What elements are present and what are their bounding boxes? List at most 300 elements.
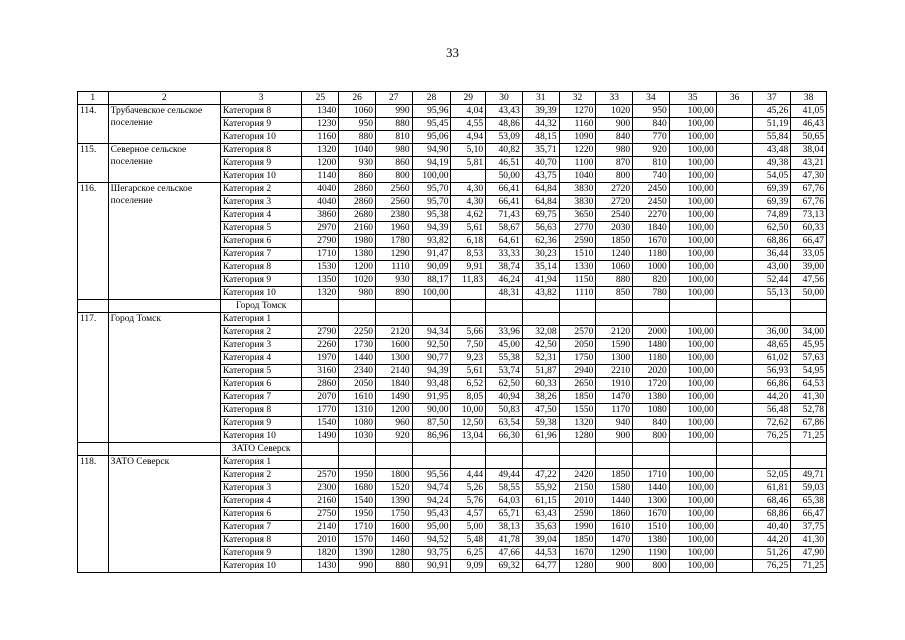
value-cell: 780 [633,287,670,300]
value-cell: 2590 [559,508,596,521]
value-cell: 2650 [559,378,596,391]
empty-cell [669,443,716,456]
category-cell: Категория 4 [220,495,302,508]
empty-cell [753,300,791,313]
value-cell [522,313,559,326]
value-cell: 10,00 [451,404,486,417]
value-cell: 43,43 [486,105,523,118]
value-cell: 930 [339,157,376,170]
value-cell: 1280 [559,430,596,443]
value-cell: 860 [339,170,376,183]
value-cell: 48,65 [753,339,791,352]
category-cell: Категория 10 [220,131,302,144]
value-cell [375,313,412,326]
value-cell [339,313,376,326]
value-cell [716,547,753,560]
value-cell [522,456,559,469]
column-header: 38 [791,92,827,105]
value-cell [596,456,633,469]
value-cell: 5,66 [451,326,486,339]
value-cell: 44,53 [522,547,559,560]
value-cell: 66,30 [486,430,523,443]
empty-cell [522,443,559,456]
category-cell: Категория 3 [220,482,302,495]
value-cell: 2860 [339,183,376,196]
value-cell: 100,00 [669,521,716,534]
value-cell [716,313,753,326]
value-cell: 60,33 [791,222,827,235]
value-cell: 38,74 [486,261,523,274]
value-cell: 2120 [375,326,412,339]
value-cell: 88,17 [412,274,451,287]
value-cell: 68,46 [753,495,791,508]
empty-cell [633,443,670,456]
value-cell: 4,30 [451,183,486,196]
value-cell: 100,00 [669,378,716,391]
value-cell: 840 [596,131,633,144]
value-cell: 35,71 [522,144,559,157]
value-cell: 100,00 [669,261,716,274]
value-cell: 1180 [633,248,670,261]
value-cell: 64,84 [522,196,559,209]
value-cell: 2860 [302,378,339,391]
value-cell: 2140 [302,521,339,534]
value-cell: 5,00 [451,521,486,534]
value-cell: 100,00 [669,547,716,560]
value-cell: 980 [339,287,376,300]
value-cell: 990 [339,560,376,573]
row-number: 116. [78,183,109,300]
value-cell: 100,00 [669,365,716,378]
value-cell: 1440 [596,495,633,508]
value-cell: 73,13 [791,209,827,222]
value-cell: 69,39 [753,183,791,196]
category-cell: Категория 6 [220,508,302,521]
value-cell: 58,55 [486,482,523,495]
value-cell: 38,04 [791,144,827,157]
value-cell: 1200 [375,404,412,417]
value-cell: 1220 [559,144,596,157]
value-cell: 3830 [559,183,596,196]
value-cell [451,287,486,300]
column-header: 25 [302,92,339,105]
value-cell: 52,31 [522,352,559,365]
value-cell: 40,70 [522,157,559,170]
value-cell [791,456,827,469]
value-cell: 1570 [339,534,376,547]
value-cell: 1160 [302,131,339,144]
value-cell: 49,71 [791,469,827,482]
value-cell: 67,76 [791,196,827,209]
value-cell: 2450 [633,183,670,196]
value-cell: 40,40 [753,521,791,534]
value-cell: 3160 [302,365,339,378]
value-cell [716,469,753,482]
value-cell: 35,14 [522,261,559,274]
value-cell: 1080 [339,417,376,430]
value-cell: 1060 [339,105,376,118]
value-cell [412,313,451,326]
value-cell: 980 [596,144,633,157]
value-cell: 68,86 [753,508,791,521]
value-cell: 76,25 [753,430,791,443]
value-cell: 1840 [633,222,670,235]
value-cell: 870 [596,157,633,170]
empty-cell [716,443,753,456]
value-cell [716,378,753,391]
value-cell [716,365,753,378]
value-cell: 2790 [302,235,339,248]
value-cell: 51,87 [522,365,559,378]
value-cell: 100,00 [669,326,716,339]
value-cell: 95,45 [412,118,451,131]
value-cell: 1350 [302,274,339,287]
category-cell: Категория 10 [220,170,302,183]
category-cell: Категория 10 [220,430,302,443]
value-cell: 43,82 [522,287,559,300]
value-cell: 34,00 [791,326,827,339]
value-cell: 1550 [559,404,596,417]
empty-cell [451,300,486,313]
table-row [78,313,827,326]
value-cell: 2680 [339,209,376,222]
category-cell: Категория 9 [220,547,302,560]
value-cell: 1150 [559,274,596,287]
value-cell: 1160 [559,118,596,131]
value-cell: 64,84 [522,183,559,196]
value-cell [716,157,753,170]
value-cell: 55,92 [522,482,559,495]
value-cell: 100,00 [669,391,716,404]
value-cell: 2010 [559,495,596,508]
value-cell: 95,43 [412,508,451,521]
value-cell: 1850 [559,391,596,404]
value-cell: 4,04 [451,105,486,118]
category-cell: Категория 1 [220,456,302,469]
value-cell: 39,04 [522,534,559,547]
value-cell: 95,96 [412,105,451,118]
value-cell: 3860 [302,209,339,222]
table-body [78,92,827,573]
column-header: 2 [108,92,220,105]
value-cell: 1040 [559,170,596,183]
value-cell [716,118,753,131]
value-cell: 1470 [596,534,633,547]
value-cell: 840 [633,417,670,430]
value-cell: 1300 [596,352,633,365]
value-cell: 2720 [596,183,633,196]
value-cell: 67,76 [791,183,827,196]
value-cell: 41,30 [791,534,827,547]
value-cell [559,313,596,326]
table-row [78,183,827,196]
value-cell: 2120 [596,326,633,339]
value-cell: 11,83 [451,274,486,287]
empty-cell [108,443,220,456]
value-cell: 46,51 [486,157,523,170]
value-cell: 66,47 [791,508,827,521]
value-cell: 30,23 [522,248,559,261]
value-cell: 1080 [633,404,670,417]
value-cell: 2570 [559,326,596,339]
value-cell: 55,13 [753,287,791,300]
value-cell: 900 [596,560,633,573]
value-cell: 12,50 [451,417,486,430]
value-cell: 3830 [559,196,596,209]
value-cell: 100,00 [669,222,716,235]
value-cell: 1780 [375,235,412,248]
value-cell: 39,00 [791,261,827,274]
value-cell: 93,48 [412,378,451,391]
value-cell: 2420 [559,469,596,482]
value-cell: 1750 [375,508,412,521]
value-cell: 2140 [375,365,412,378]
value-cell [716,131,753,144]
value-cell [412,456,451,469]
value-cell: 69,39 [753,196,791,209]
category-cell: Категория 5 [220,222,302,235]
value-cell [716,326,753,339]
table-row [78,144,827,157]
value-cell [716,170,753,183]
value-cell: 35,63 [522,521,559,534]
value-cell: 1110 [559,287,596,300]
empty-cell [375,443,412,456]
value-cell: 1020 [596,105,633,118]
value-cell: 1510 [559,248,596,261]
category-cell: Категория 1 [220,313,302,326]
value-cell: 50,65 [791,131,827,144]
value-cell [669,313,716,326]
column-header: 36 [716,92,753,105]
value-cell: 740 [633,170,670,183]
value-cell: 920 [375,430,412,443]
category-cell: Категория 5 [220,365,302,378]
value-cell: 45,95 [791,339,827,352]
value-cell: 100,00 [669,469,716,482]
value-cell: 64,61 [486,235,523,248]
data-table [77,91,827,573]
value-cell: 5,61 [451,365,486,378]
value-cell: 1200 [339,261,376,274]
value-cell: 2790 [302,326,339,339]
value-cell: 48,15 [522,131,559,144]
value-cell: 2590 [559,235,596,248]
row-number: 115. [78,144,109,183]
value-cell [716,534,753,547]
value-cell: 69,75 [522,209,559,222]
value-cell: 2720 [596,196,633,209]
value-cell: 1280 [559,560,596,573]
value-cell: 9,23 [451,352,486,365]
value-cell: 1770 [302,404,339,417]
value-cell: 2030 [596,222,633,235]
value-cell: 100,00 [669,235,716,248]
value-cell [716,274,753,287]
section-title: ЗАТО Северск [220,443,302,456]
category-cell: Категория 3 [220,196,302,209]
value-cell: 1030 [339,430,376,443]
value-cell: 4,44 [451,469,486,482]
value-cell: 44,20 [753,534,791,547]
value-cell: 1280 [375,547,412,560]
value-cell: 67,86 [791,417,827,430]
value-cell: 66,47 [791,235,827,248]
value-cell: 1090 [559,131,596,144]
value-cell: 1390 [375,495,412,508]
value-cell: 41,05 [791,105,827,118]
value-cell [486,313,523,326]
column-header: 26 [339,92,376,105]
value-cell: 1290 [375,248,412,261]
value-cell: 13,04 [451,430,486,443]
value-cell: 62,36 [522,235,559,248]
empty-cell [78,300,109,313]
value-cell: 33,05 [791,248,827,261]
value-cell: 2570 [302,469,339,482]
value-cell [716,417,753,430]
value-cell: 900 [596,118,633,131]
value-cell: 95,70 [412,183,451,196]
value-cell: 100,00 [669,495,716,508]
empty-cell [78,443,109,456]
category-cell: Категория 9 [220,118,302,131]
value-cell: 920 [633,144,670,157]
value-cell: 71,43 [486,209,523,222]
value-cell [716,352,753,365]
value-cell: 7,50 [451,339,486,352]
value-cell: 57,63 [791,352,827,365]
value-cell: 71,25 [791,430,827,443]
value-cell: 49,44 [486,469,523,482]
value-cell: 9,09 [451,560,486,573]
value-cell [451,313,486,326]
value-cell: 1860 [596,508,633,521]
value-cell: 2000 [633,326,670,339]
value-cell: 8,53 [451,248,486,261]
value-cell: 1230 [302,118,339,131]
value-cell: 58,67 [486,222,523,235]
category-cell: Категория 7 [220,521,302,534]
value-cell: 66,41 [486,183,523,196]
value-cell: 51,19 [753,118,791,131]
value-cell [633,456,670,469]
value-cell: 1180 [633,352,670,365]
value-cell: 1490 [302,430,339,443]
value-cell: 1510 [633,521,670,534]
value-cell: 44,20 [753,391,791,404]
municipality-name: Трубачевское сельское поселение [108,105,220,144]
value-cell: 1200 [302,157,339,170]
value-cell: 100,00 [669,482,716,495]
value-cell: 1910 [596,378,633,391]
value-cell: 47,66 [486,547,523,560]
row-number: 118. [78,456,109,573]
value-cell: 1600 [375,521,412,534]
value-cell [716,495,753,508]
value-cell: 33,96 [486,326,523,339]
value-cell: 9,91 [451,261,486,274]
value-cell: 94,39 [412,222,451,235]
empty-cell [716,300,753,313]
value-cell: 40,94 [486,391,523,404]
value-cell: 1020 [339,274,376,287]
value-cell: 2540 [596,209,633,222]
value-cell: 90,09 [412,261,451,274]
value-cell: 69,32 [486,560,523,573]
value-cell [716,183,753,196]
value-cell: 59,03 [791,482,827,495]
value-cell: 950 [339,118,376,131]
value-cell: 1850 [596,235,633,248]
empty-cell [339,300,376,313]
value-cell: 100,00 [669,404,716,417]
value-cell [791,313,827,326]
column-header: 28 [412,92,451,105]
category-cell: Категория 9 [220,274,302,287]
value-cell: 47,30 [791,170,827,183]
value-cell: 5,10 [451,144,486,157]
value-cell: 100,00 [669,118,716,131]
section-row [78,300,827,313]
value-cell [302,313,339,326]
value-cell [716,209,753,222]
value-cell: 5,61 [451,222,486,235]
value-cell: 94,90 [412,144,451,157]
value-cell: 4,57 [451,508,486,521]
value-cell: 770 [633,131,670,144]
value-cell [753,456,791,469]
value-cell: 61,96 [522,430,559,443]
value-cell: 2770 [559,222,596,235]
value-cell: 1800 [375,469,412,482]
value-cell: 940 [596,417,633,430]
value-cell: 1300 [375,352,412,365]
value-cell: 72,62 [753,417,791,430]
value-cell: 1430 [302,560,339,573]
value-cell: 1320 [559,417,596,430]
value-cell: 62,50 [486,378,523,391]
value-cell: 61,15 [522,495,559,508]
category-cell: Категория 9 [220,157,302,170]
value-cell: 2860 [339,196,376,209]
value-cell: 42,50 [522,339,559,352]
value-cell: 48,86 [486,118,523,131]
value-cell: 2070 [302,391,339,404]
value-cell: 53,09 [486,131,523,144]
page-number: 33 [446,45,459,60]
value-cell: 930 [375,274,412,287]
value-cell: 66,41 [486,196,523,209]
value-cell: 880 [596,274,633,287]
value-cell [633,313,670,326]
value-cell: 50,00 [791,287,827,300]
value-cell: 880 [375,118,412,131]
value-cell: 91,95 [412,391,451,404]
value-cell: 100,00 [669,248,716,261]
row-number: 117. [78,313,109,443]
value-cell: 43,48 [753,144,791,157]
value-cell: 1580 [596,482,633,495]
value-cell: 880 [339,131,376,144]
value-cell: 100,00 [669,534,716,547]
value-cell: 47,50 [522,404,559,417]
municipality-name: Северное сельское поселение [108,144,220,183]
value-cell: 94,19 [412,157,451,170]
value-cell: 2450 [633,196,670,209]
value-cell: 4040 [302,183,339,196]
value-cell: 1300 [633,495,670,508]
